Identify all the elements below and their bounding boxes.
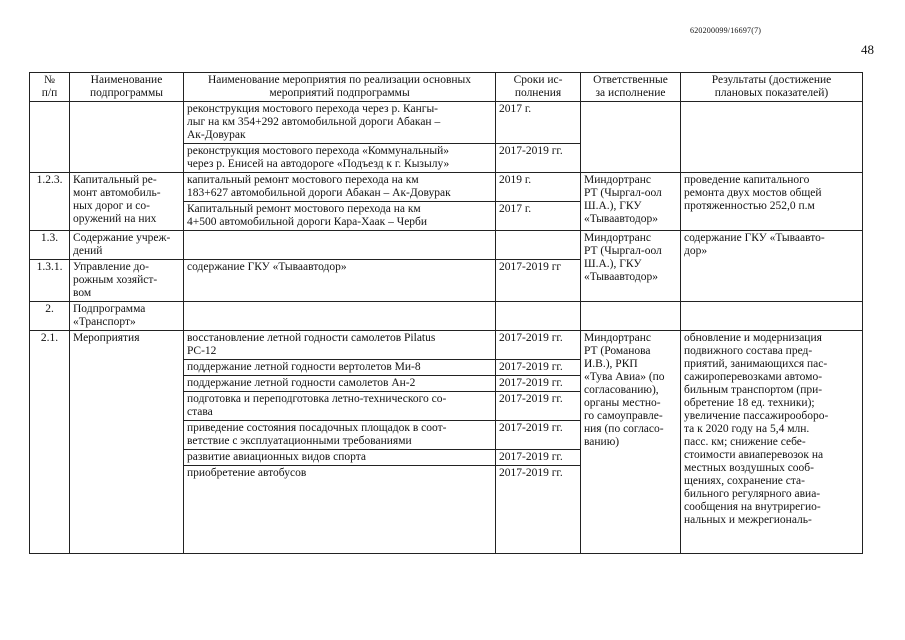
cell-num: 1.2.3. — [30, 173, 70, 231]
cell-responsible — [581, 102, 681, 173]
table-row — [30, 102, 863, 144]
cell-measure: реконструкция мостового перехода «Коммунальный» через р. Енисей на автодороге «Подъезд к г. Кызылу» — [184, 144, 496, 173]
cell-subprogram — [70, 102, 184, 173]
table-row — [30, 302, 863, 331]
cell-measure: Капитальный ремонт мостового перехода на км 4+500 автомобильной дороги Кара-Хаак – Черби — [184, 202, 496, 231]
cell-measure: содержание ГКУ «Тываавтодор» — [184, 260, 496, 302]
cell-num: 2. — [30, 302, 70, 331]
cell-measure: капитальный ремонт мостового перехода на км 183+627 автомобильной дороги Абакан – Ак-Довурак — [184, 173, 496, 202]
program-table — [29, 72, 863, 554]
cell-term: 2017 г. — [496, 202, 581, 231]
cell-term — [496, 231, 581, 260]
table-header-row — [30, 73, 863, 102]
cell-responsible: Миндортранс РТ (Чыргал-оол Ш.А.), ГКУ «Тываавтодор» — [581, 173, 681, 231]
cell-subprogram: Содержание учреж- дений — [70, 231, 184, 260]
cell-measure: восстановление летной годности самолетов Pilatus PC-12 — [184, 331, 496, 360]
cell-term: 2017-2019 гг — [496, 260, 581, 302]
header-subprogram: Наименование подпрограммы — [70, 73, 184, 102]
cell-num: 1.3.1. — [30, 260, 70, 302]
table-row — [30, 331, 863, 360]
cell-measure: подготовка и переподготовка летно-технического со- става — [184, 392, 496, 421]
cell-term: 2017-2019 гг. — [496, 331, 581, 360]
cell-term: 2017-2019 гг. — [496, 360, 581, 376]
cell-results: проведение капитального ремонта двух мостов общей протяженностью 252,0 п.м — [681, 173, 863, 231]
document-number: 620200099/16697(7) — [690, 26, 762, 35]
cell-measure: поддержание летной годности вертолетов Ми-8 — [184, 360, 496, 376]
cell-term: 2017-2019 гг. — [496, 376, 581, 392]
cell-results — [681, 302, 863, 331]
cell-results: обновление и модернизация подвижного состава пред- приятий, занимающихся пас- сажироперевозками автомо- бильным транспортом (при- обретение 18 ед. техники); увеличение пассажирооборо- та к 2020 году на 5,4 млн. пасс. км; снижение себе- стоимости авиаперевозок на местных воздушных сооб- щениях, сохранение ста- бильного регулярного авиа- сообщения на внутрирегио- нальных и межрегиональ- — [681, 331, 863, 554]
header-results: Результаты (достижение плановых показателей) — [681, 73, 863, 102]
cell-num: 2.1. — [30, 331, 70, 554]
table-row — [30, 173, 863, 202]
cell-num — [30, 102, 70, 173]
cell-responsible — [581, 302, 681, 331]
cell-measure: поддержание летной годности самолетов Ан-2 — [184, 376, 496, 392]
header-terms: Сроки ис- полнения — [496, 73, 581, 102]
cell-term: 2017-2019 гг. — [496, 466, 581, 554]
cell-measure: реконструкция мостового перехода через р. Кангы- лыг на км 354+292 автомобильной дороги Абакан – Ак-Довурак — [184, 102, 496, 144]
cell-term: 2017-2019 гг. — [496, 144, 581, 173]
cell-term: 2017 г. — [496, 102, 581, 144]
cell-subprogram: Капитальный ре- монт автомобиль- ных дорог и со- оружений на них — [70, 173, 184, 231]
cell-results: содержание ГКУ «Тываавто- дор» — [681, 231, 863, 302]
cell-term: 2017-2019 гг. — [496, 450, 581, 466]
cell-measure: развитие авиационных видов спорта — [184, 450, 496, 466]
cell-subprogram: Мероприятия — [70, 331, 184, 554]
cell-results — [681, 102, 863, 173]
cell-responsible: Миндортранс РТ (Чыргал-оол Ш.А.), ГКУ «Тываавтодор» — [581, 231, 681, 302]
page-number: 48 — [861, 42, 874, 57]
cell-measure: приведение состояния посадочных площадок в соот- ветствие с эксплуатационными требованиями — [184, 421, 496, 450]
cell-responsible: Миндортранс РТ (Романова И.В.), РКП «Тува Авиа» (по согласованию), органы местно- го самоуправле- ния (по согласо- ванию) — [581, 331, 681, 554]
header-measure: Наименование мероприятия по реализации основных мероприятий подпрограммы — [184, 73, 496, 102]
cell-term: 2017-2019 гг. — [496, 421, 581, 450]
header-num: № п/п — [30, 73, 70, 102]
cell-term: 2017-2019 гг. — [496, 392, 581, 421]
table-row — [30, 231, 863, 260]
cell-subprogram: Подпрограмма «Транспорт» — [70, 302, 184, 331]
cell-term: 2019 г. — [496, 173, 581, 202]
cell-measure — [184, 231, 496, 260]
cell-measure — [184, 302, 496, 331]
cell-num: 1.3. — [30, 231, 70, 260]
cell-measure: приобретение автобусов — [184, 466, 496, 554]
header-responsible: Ответственные за исполнение — [581, 73, 681, 102]
cell-term — [496, 302, 581, 331]
cell-subprogram: Управление до- рожным хозяйст- вом — [70, 260, 184, 302]
